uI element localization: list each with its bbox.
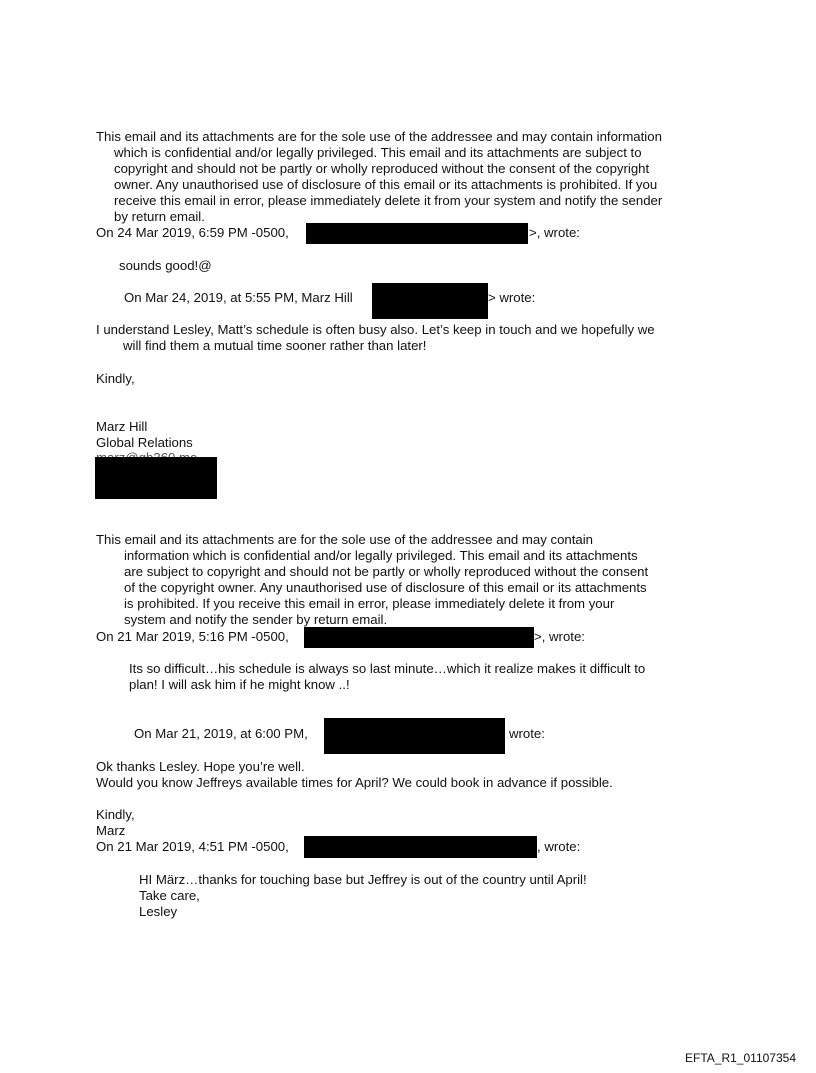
document-id: EFTA_R1_01107354 <box>685 1051 796 1065</box>
reply-5 <box>139 872 587 920</box>
message-4-closing: Kindly, <box>96 807 135 822</box>
redaction-box <box>372 283 488 319</box>
disclaimer-1-line: receive this email in error, please immediately delete it from your system and notify the sender <box>114 193 663 208</box>
disclaimer-2-line: This email and its attachments are for the sole use of the addressee and may contain <box>96 532 594 547</box>
email-header-1-suffix: >, wrote: <box>529 225 580 240</box>
disclaimer-2-line: information which is confidential and/or legally privileged. This email and its attachments <box>124 548 638 563</box>
email-header-3-suffix: >, wrote: <box>534 629 585 644</box>
message-4 <box>96 759 613 791</box>
email-header-5-suffix: , wrote: <box>537 839 581 854</box>
reply-3-line: Its so difficult…his schedule is always so last minute…which it realize makes it difficult to <box>129 661 646 676</box>
reply-1-text: sounds good!@ <box>119 258 212 273</box>
message-4-line: Would you know Jeffreys available times for April? We could book in advance if possible. <box>96 775 613 790</box>
disclaimer-2-line: system and notify the sender by return email. <box>124 612 388 627</box>
disclaimer-1-line: by return email. <box>114 209 205 224</box>
message-4-line: Ok thanks Lesley. Hope you’re well. <box>96 759 305 774</box>
signature-name: Marz Hill <box>96 419 148 434</box>
disclaimer-2-line: are subject to copyright and should not be partly or wholly reproduced without the consent <box>124 564 649 579</box>
redaction-box <box>324 718 505 754</box>
message-2-closing: Kindly, <box>96 371 135 386</box>
email-header-2-suffix: > wrote: <box>488 290 536 305</box>
redaction-box <box>95 457 217 499</box>
disclaimer-1-line: copyright and should not be partly or wholly reproduced without the consent of the copyright <box>114 161 650 176</box>
reply-3 <box>129 661 645 693</box>
redaction-box <box>304 627 534 648</box>
email-header-4-suffix: wrote: <box>509 726 545 741</box>
redaction-box <box>306 223 528 244</box>
reply-5-line: HI März…thanks for touching base but Jeffrey is out of the country until April! <box>139 872 587 887</box>
disclaimer-1 <box>96 129 716 225</box>
email-header-3-prefix: On 21 Mar 2019, 5:16 PM -0500, <box>96 629 289 644</box>
message-2 <box>96 322 655 354</box>
reply-5-line: Take care, <box>139 888 200 903</box>
reply-3-line: plan! I will ask him if he might know ..! <box>129 677 350 692</box>
disclaimer-2-line: of the copyright owner. Any unauthorised use of disclosure of this email or its attachments <box>124 580 647 595</box>
message-2-line: I understand Lesley, Matt’s schedule is often busy also. Let’s keep in touch and we hopefully we <box>96 322 655 337</box>
reply-5-line: Lesley <box>139 904 178 919</box>
disclaimer-1-line: This email and its attachments are for the sole use of the addressee and may contain information <box>96 129 662 144</box>
email-header-5-prefix: On 21 Mar 2019, 4:51 PM -0500, <box>96 839 289 854</box>
redaction-box <box>304 836 537 858</box>
email-header-2-prefix: On Mar 24, 2019, at 5:55 PM, Marz Hill <box>124 290 353 305</box>
email-header-4-prefix: On Mar 21, 2019, at 6:00 PM, <box>134 726 308 741</box>
message-4-sign: Marz <box>96 823 126 838</box>
signature-title: Global Relations <box>96 435 193 450</box>
disclaimer-1-line: which is confidential and/or legally privileged. This email and its attachments are subject to <box>114 145 642 160</box>
disclaimer-1-line: owner. Any unauthorised use of disclosure of this email or its attachments is prohibited. If you <box>114 177 658 192</box>
message-2-line: will find them a mutual time sooner rather than later! <box>123 338 427 353</box>
disclaimer-2 <box>96 532 716 628</box>
email-header-1-prefix: On 24 Mar 2019, 6:59 PM -0500, <box>96 225 289 240</box>
disclaimer-2-line: is prohibited. If you receive this email in error, please immediately delete it from your <box>124 596 615 611</box>
